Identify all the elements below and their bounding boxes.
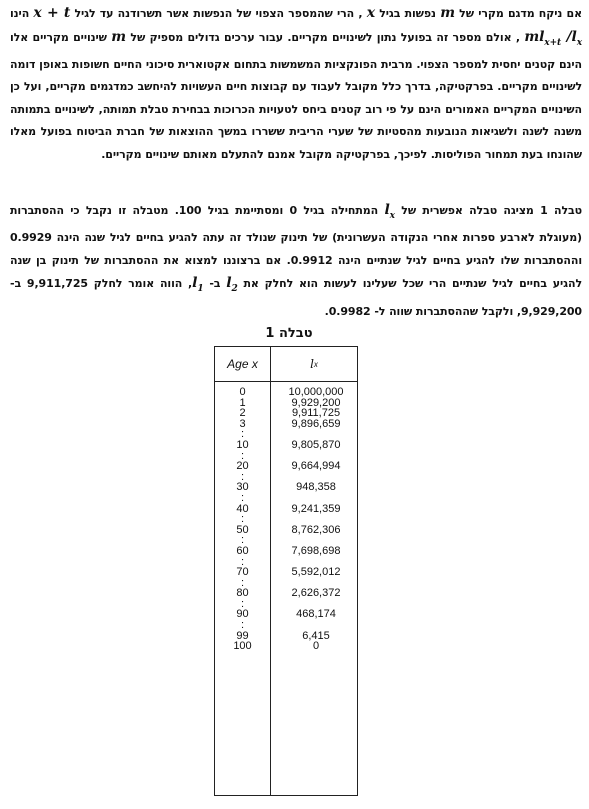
math-sub-x-plus-t: x+t bbox=[544, 37, 562, 48]
text-segment: שינויים מקריים אלו הינם קטנים יחסית למספר הצפוי. מרבית הפונקציות המשמשות בתחום אקטוארית סיכוני החיים חשופות באופן דומה לשינויים מקריים. בפרקטיקה, בדרך כלל מקובל לעבוד עם קבוצות חיים העשויות להיחשב כמדגמים מקריים, ועל כן השינויים המקריים האמורים הינם על פי רוב קטנים ביחס לטעויות הכרוכות בבחירת טבלת תמותה, לשינויים בתמותה משנה לשנה ולשגיאות הנובעות מהסטיות של שערי הריבית ששררו במשך ההוצאות של חברת הביטוח בפועל מאלו שהונחו בעת תמחור הפוליסות. לפיכך, בפרקטיקה מקובל אמנם להתעלם מאותם שינויים מקריים. bbox=[10, 30, 582, 161]
age-cell: 70 bbox=[236, 566, 249, 579]
age-cell: : bbox=[240, 491, 245, 504]
lx-cell: 2,626,372 bbox=[291, 587, 341, 600]
text-segment: ב- bbox=[203, 277, 227, 291]
text-segment: , אולם מספר זה בפועל נתון לשינויים מקריים. עבור ערכים גדולים מספיק של bbox=[126, 30, 525, 44]
paragraph-random-variation bbox=[10, 2, 582, 166]
life-table bbox=[214, 346, 358, 796]
lx-cell: 10,000,000 bbox=[288, 386, 344, 398]
lx-cell: 8,762,306 bbox=[291, 523, 341, 536]
lx-cell: 7,698,698 bbox=[291, 544, 341, 557]
lx-cell bbox=[271, 493, 357, 504]
age-cell: 1 bbox=[239, 396, 246, 409]
lx-cell: 9,241,359 bbox=[291, 502, 341, 515]
text-segment: , הווה אומר לחלק 9,911,725 ב- 9,929,200, ולקבל שההסתברות שווה ל- 0.9982. bbox=[10, 277, 582, 318]
math-lx bbox=[384, 202, 395, 221]
age-cell: 90 bbox=[236, 608, 249, 621]
age-cell: 0 bbox=[239, 386, 246, 398]
age-column bbox=[215, 347, 271, 795]
age-cell: 60 bbox=[236, 544, 249, 557]
math-l1 bbox=[192, 275, 204, 295]
math-l: l bbox=[192, 275, 198, 292]
lx-cell: 468,174 bbox=[296, 608, 336, 621]
age-column-header: Age x bbox=[215, 347, 270, 382]
math-slash-l: /l bbox=[561, 28, 577, 45]
age-cells bbox=[215, 382, 270, 652]
math-ml: ml bbox=[524, 28, 545, 45]
age-cell: 99 bbox=[236, 629, 249, 642]
age-cell: 2 bbox=[239, 407, 246, 420]
math-sub-1: 1 bbox=[197, 284, 204, 295]
age-cell: 80 bbox=[236, 587, 249, 600]
lx-cell: 5,592,012 bbox=[291, 566, 341, 579]
lx-column-header bbox=[271, 347, 357, 382]
paragraph-table-explanation bbox=[10, 199, 582, 323]
age-cell: : bbox=[240, 470, 245, 483]
math-l: l bbox=[384, 202, 390, 218]
lx-cell: 9,805,870 bbox=[291, 438, 341, 451]
age-cell: 40 bbox=[236, 502, 249, 515]
lx-cell: 948,358 bbox=[296, 481, 336, 494]
header-sub-x: x bbox=[313, 359, 318, 369]
age-cell: 50 bbox=[236, 523, 249, 536]
age-cell: : bbox=[240, 449, 245, 462]
age-cell: 30 bbox=[236, 481, 249, 494]
age-cell: 100 bbox=[233, 640, 252, 653]
math-m: m bbox=[440, 5, 455, 21]
math-x: x bbox=[366, 5, 375, 21]
age-cell: : bbox=[240, 428, 245, 441]
table-title: טבלה 1 bbox=[265, 326, 313, 341]
lx-column bbox=[271, 347, 357, 795]
header-l: l bbox=[310, 357, 314, 371]
age-cell: : bbox=[240, 597, 245, 610]
text-segment: הינו bbox=[10, 7, 34, 20]
lx-cells bbox=[271, 382, 357, 652]
age-cell: : bbox=[240, 619, 245, 632]
math-sub-2: 2 bbox=[231, 284, 238, 295]
lx-cell: 0 bbox=[312, 640, 320, 653]
text-segment: , הרי שהמספר הצפוי של הנפשות אשר תשרודנה עד לגיל bbox=[70, 7, 367, 20]
math-sub-x: x bbox=[389, 210, 395, 221]
lx-cell: 9,896,659 bbox=[291, 417, 341, 430]
lx-cell: 9,664,994 bbox=[291, 460, 341, 473]
age-cell: : bbox=[240, 576, 245, 589]
text-segment: המתחילה בגיל 0 ומסתיימת בגיל 100. מטבלה זו נקבל כי ההסתברות (מעוגלת לארבע ספרות אחרי הנקודה העשרונית) של תינוק שנולד זה עתה להגיע בחיים לגיל שנה הינה 0.9929 וההסתברות שלו להגיע בחיים לגיל שנתיים הינה 0.9912. אם ברצוננו למצוא את ההסתברות של תינוק בן שנה להגיע בחיים לגיל שנתיים הרי שכל שעלינו לעשות הוא לחלק את bbox=[10, 204, 582, 291]
math-l2 bbox=[226, 275, 238, 295]
text-segment: נפשות בגיל bbox=[374, 7, 441, 20]
math-m: m bbox=[111, 28, 127, 45]
age-cell: : bbox=[240, 513, 245, 526]
lx-cell: 6,415 bbox=[302, 629, 330, 642]
age-cell: 20 bbox=[236, 460, 249, 473]
math-l: l bbox=[226, 275, 232, 292]
lx-cell: 9,929,200 bbox=[291, 396, 341, 409]
age-cell: : bbox=[240, 534, 245, 547]
math-sub-x: x bbox=[576, 37, 583, 48]
math-x-plus-t: x + t bbox=[33, 5, 71, 21]
text-segment: טבלה 1 מציגה טבלה אפשרית של bbox=[394, 204, 582, 217]
lx-cell: 9,911,725 bbox=[291, 407, 341, 420]
text-segment: אם ניקח מדגם מקרי של bbox=[454, 7, 583, 20]
age-cell: 10 bbox=[236, 438, 249, 451]
math-fraction bbox=[524, 28, 583, 48]
age-cell: : bbox=[240, 555, 245, 568]
age-cell: 3 bbox=[239, 417, 246, 430]
